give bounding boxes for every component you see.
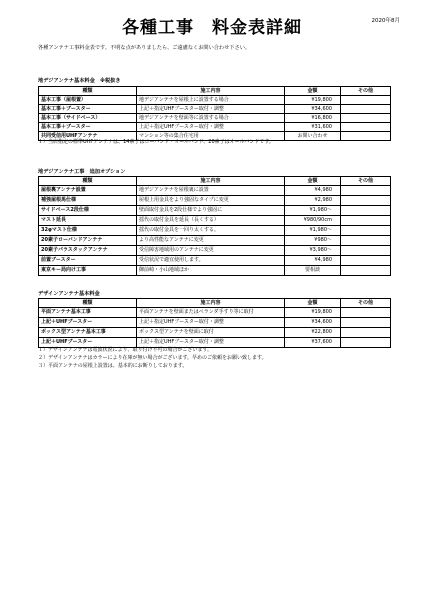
other-cell — [341, 226, 391, 236]
other-cell — [341, 266, 391, 276]
content-cell: 揺代の取付金具を一回り太くする。 — [137, 226, 285, 236]
content-cell: 上記＋指定UHFブースター取付・調整 — [137, 318, 285, 328]
item-cell: 上記＋UHFブースター — [39, 338, 137, 348]
item-cell: 前置ブースター — [39, 256, 137, 266]
table-row — [39, 318, 391, 328]
column-header-price: 金額 — [285, 87, 341, 96]
table-row — [39, 206, 391, 216]
price-cell: ¥34,600 — [285, 105, 341, 114]
intro-text: 各種アンテナ工事料金表です。不明な点がありましたら、ご遠慮なくお問い合わせ下さい。 — [38, 45, 251, 51]
section-title-options: 地デジアンテナ工事 追加オプション — [38, 169, 126, 175]
other-cell — [341, 132, 391, 141]
options-table — [38, 176, 391, 276]
item-cell: 32φマスト仕様 — [39, 226, 137, 236]
document-date: 2020年8月 — [371, 18, 400, 24]
item-cell: 基本工事（サイドベース） — [39, 114, 137, 123]
price-cell: ¥1,980〜 — [285, 206, 341, 216]
price-cell: ¥19,800 — [285, 308, 341, 318]
page-title: 各種工事 料金表詳細 — [122, 18, 302, 38]
other-cell — [341, 236, 391, 246]
price-cell: ¥16,800 — [285, 114, 341, 123]
column-header-price: 金額 — [285, 299, 341, 308]
table-row — [39, 308, 391, 318]
design-note-3: ３）平面アンテナの屋根上設置は、基本的にお断りしております。 — [38, 363, 188, 369]
price-cell: ¥1,980〜 — [285, 226, 341, 236]
item-cell: 基本工事＋ブースター — [39, 123, 137, 132]
price-cell: ¥4,980 — [285, 256, 341, 266]
section-title-design-antenna: デザインアンテナ基本料金 — [38, 291, 100, 297]
column-header-type: 種類 — [39, 299, 137, 308]
content-cell: 屋根上用金具をより強固なタイプに変更 — [137, 196, 285, 206]
other-cell — [341, 96, 391, 105]
item-cell: 平面アンテナ基本工事 — [39, 308, 137, 318]
item-cell: 基本工事（屋根置） — [39, 96, 137, 105]
other-cell — [341, 338, 391, 348]
content-cell: ボックス型アンテナを壁面に取付 — [137, 328, 285, 338]
table-row — [39, 246, 391, 256]
item-cell: 補強屋根馬仕様 — [39, 196, 137, 206]
table-row — [39, 196, 391, 206]
price-cell: ¥980/90cm — [285, 216, 341, 226]
other-cell — [341, 123, 391, 132]
design-note-2: ２）デザインアンテナはカラーにより在庫が無い場合がございます。早めのご依頼をお願い致します。 — [38, 355, 267, 361]
content-cell: 御前崎・小山地域ほか — [137, 266, 285, 276]
content-cell: 揺代の取付金具を延長（長くする） — [137, 216, 285, 226]
column-header-other: その他 — [341, 299, 391, 308]
table-row — [39, 105, 391, 114]
other-cell — [341, 114, 391, 123]
content-cell: 上記＋指定UHFブースター取付・調整 — [137, 105, 285, 114]
other-cell — [341, 105, 391, 114]
column-header-content: 施工内容 — [137, 299, 285, 308]
price-cell: ¥31,600 — [285, 123, 341, 132]
item-cell: 上記＋UHFブースター — [39, 318, 137, 328]
table-row — [39, 114, 391, 123]
column-header-type: 種類 — [39, 87, 137, 96]
item-cell: 東京キー局向け工事 — [39, 266, 137, 276]
table-row — [39, 186, 391, 196]
content-cell: より高性能なアンテナに変更 — [137, 236, 285, 246]
table-row — [39, 123, 391, 132]
column-header-content: 施工内容 — [137, 87, 285, 96]
column-header-content: 施工内容 — [137, 177, 285, 186]
item-cell: マスト延長 — [39, 216, 137, 226]
table-row — [39, 236, 391, 246]
price-cell: ¥37,600 — [285, 338, 341, 348]
content-cell: 受信障害地域用のアンテナに変更 — [137, 246, 285, 256]
price-cell: ¥3,980〜 — [285, 246, 341, 256]
item-cell: 20素子ローバンドアンテナ — [39, 236, 137, 246]
other-cell — [341, 206, 391, 216]
price-cell: ¥34,600 — [285, 318, 341, 328]
price-cell: ¥4,980 — [285, 186, 341, 196]
table-row — [39, 266, 391, 276]
section-title-basic-fee: 地デジアンテナ基本料金 ※税抜き — [38, 78, 121, 84]
table-row — [39, 216, 391, 226]
other-cell — [341, 196, 391, 206]
content-cell: マンション等の集合住宅用 — [137, 132, 285, 141]
other-cell — [341, 308, 391, 318]
content-cell: 地デジアンテナを壁面等に設置する場合 — [137, 114, 285, 123]
price-cell: ¥980〜 — [285, 236, 341, 246]
column-header-type: 種類 — [39, 177, 137, 186]
price-cell: ¥19,800 — [285, 96, 341, 105]
table-row — [39, 96, 391, 105]
content-cell: 地デジアンテナを屋根裏に設置 — [137, 186, 285, 196]
item-cell: サイドベース2段仕様 — [39, 206, 137, 216]
content-cell: 平面アンテナを壁面またはベランダ手すり等に取付 — [137, 308, 285, 318]
price-cell: お問い合わせ — [285, 132, 341, 141]
price-cell: ¥2,980 — [285, 196, 341, 206]
other-cell — [341, 256, 391, 266]
other-cell — [341, 216, 391, 226]
table-row — [39, 328, 391, 338]
column-header-other: その他 — [341, 87, 391, 96]
table-header-row — [39, 87, 391, 96]
item-cell: 基本工事＋ブースター — [39, 105, 137, 114]
price-cell: ¥22,800 — [285, 328, 341, 338]
item-cell: 20素子パラスタックアンテナ — [39, 246, 137, 256]
basic-fee-note: １）当店指定の標準UHFアンテナは、14素子はローバンド・オールバンド、20素子はオールバンドです。 — [38, 139, 274, 145]
column-header-other: その他 — [341, 177, 391, 186]
design-antenna-table — [38, 298, 391, 348]
table-header-row — [39, 177, 391, 186]
design-note-1: １）デザインアンテナは電波状況により、取り付け不可の場合がございます。 — [38, 347, 213, 353]
content-cell: 受信状況で適宜使用します。 — [137, 256, 285, 266]
basic-fee-table — [38, 86, 391, 141]
content-cell: 壁面取付金具を2段仕様でより強固に — [137, 206, 285, 216]
content-cell: 地デジアンテナを屋根上に設置する場合 — [137, 96, 285, 105]
table-row — [39, 256, 391, 266]
other-cell — [341, 328, 391, 338]
table-header-row — [39, 299, 391, 308]
column-header-price: 金額 — [285, 177, 341, 186]
price-cell: 要相談 — [285, 266, 341, 276]
other-cell — [341, 318, 391, 328]
item-cell: 屋根裏アンテナ設置 — [39, 186, 137, 196]
other-cell — [341, 186, 391, 196]
item-cell: ボックス型アンテナ基本工事 — [39, 328, 137, 338]
table-row — [39, 226, 391, 236]
content-cell: 上記＋指定UHFブースター取付・調整 — [137, 123, 285, 132]
other-cell — [341, 246, 391, 256]
content-cell: 上記＋指定UHFブースター取付・調整 — [137, 338, 285, 348]
item-cell: 共同受信用UHFアンテナ — [39, 132, 137, 141]
